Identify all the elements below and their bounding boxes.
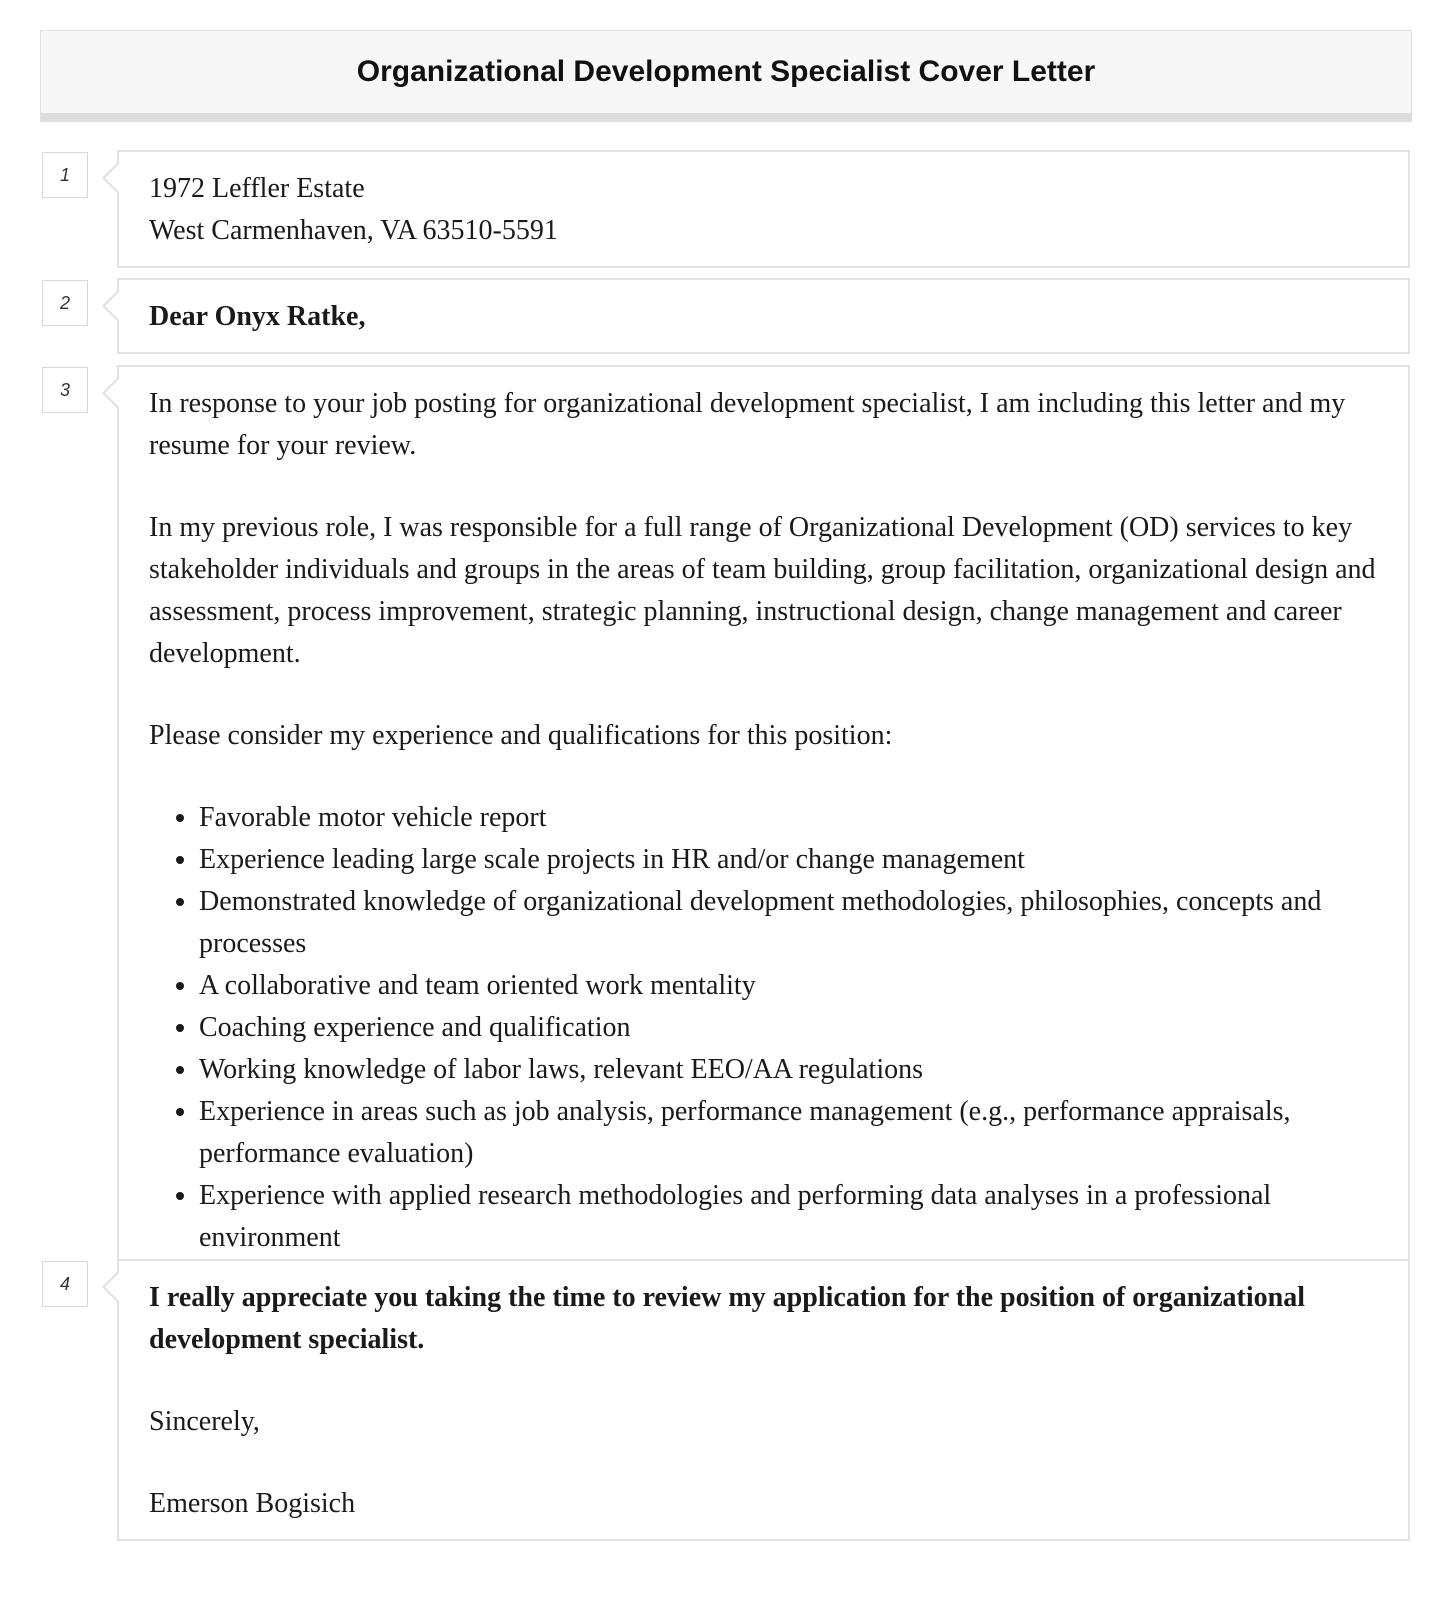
address-card (117, 150, 1410, 268)
closing-card (117, 1259, 1410, 1541)
page-title: Organizational Development Specialist Cover Letter (356, 55, 1096, 88)
list-item: • Experience in areas such as job analysis, performance management (e.g., performance appraisals, performance evaluation) (199, 1091, 1378, 1175)
list-item: • Working knowledge of labor laws, relevant EEO/AA regulations (199, 1049, 1378, 1091)
salutation-card (117, 278, 1410, 354)
qualifications-list (149, 797, 1378, 1259)
valediction: Sincerely, (149, 1406, 260, 1437)
body-card (117, 365, 1410, 1275)
list-item: • Demonstrated knowledge of organizational development methodologies, philosophies, concepts and processes (199, 881, 1378, 965)
section-number: 4 (42, 1261, 88, 1307)
salutation: Dear Onyx Ratke, (149, 301, 366, 332)
experience-paragraph: In my previous role, I was responsible for a full range of Organizational Development (OD) services to key stakeholder individuals and groups in the areas of team building, group facilitation, organizational design and assessment, process improvement, strategic planning, instructional design, change management and career development. (149, 512, 1376, 669)
qualifications-intro: Please consider my experience and qualifications for this position: (149, 720, 893, 751)
list-item: • Favorable motor vehicle report (199, 797, 1378, 839)
list-item: • Experience leading large scale projects in HR and/or change management (199, 839, 1378, 881)
section-number: 3 (42, 367, 88, 413)
list-item: • Experience with applied research methodologies and performing data analyses in a professional environment (199, 1175, 1378, 1259)
signature-name: Emerson Bogisich (149, 1488, 356, 1519)
page-header (40, 30, 1412, 122)
section-number: 1 (42, 152, 88, 198)
list-item: • Coaching experience and qualification (199, 1007, 1378, 1049)
intro-paragraph: In response to your job posting for organizational development specialist, I am including this letter and my resume for your review. (149, 388, 1346, 461)
address-line-1: 1972 Leffler Estate (149, 173, 365, 204)
address-line-2: West Carmenhaven, VA 63510-5591 (149, 215, 558, 246)
closing-statement: I really appreciate you taking the time to review my application for the position of organizational development specialist. (149, 1282, 1305, 1355)
list-item: • A collaborative and team oriented work mentality (199, 965, 1378, 1007)
section-number: 2 (42, 280, 88, 326)
